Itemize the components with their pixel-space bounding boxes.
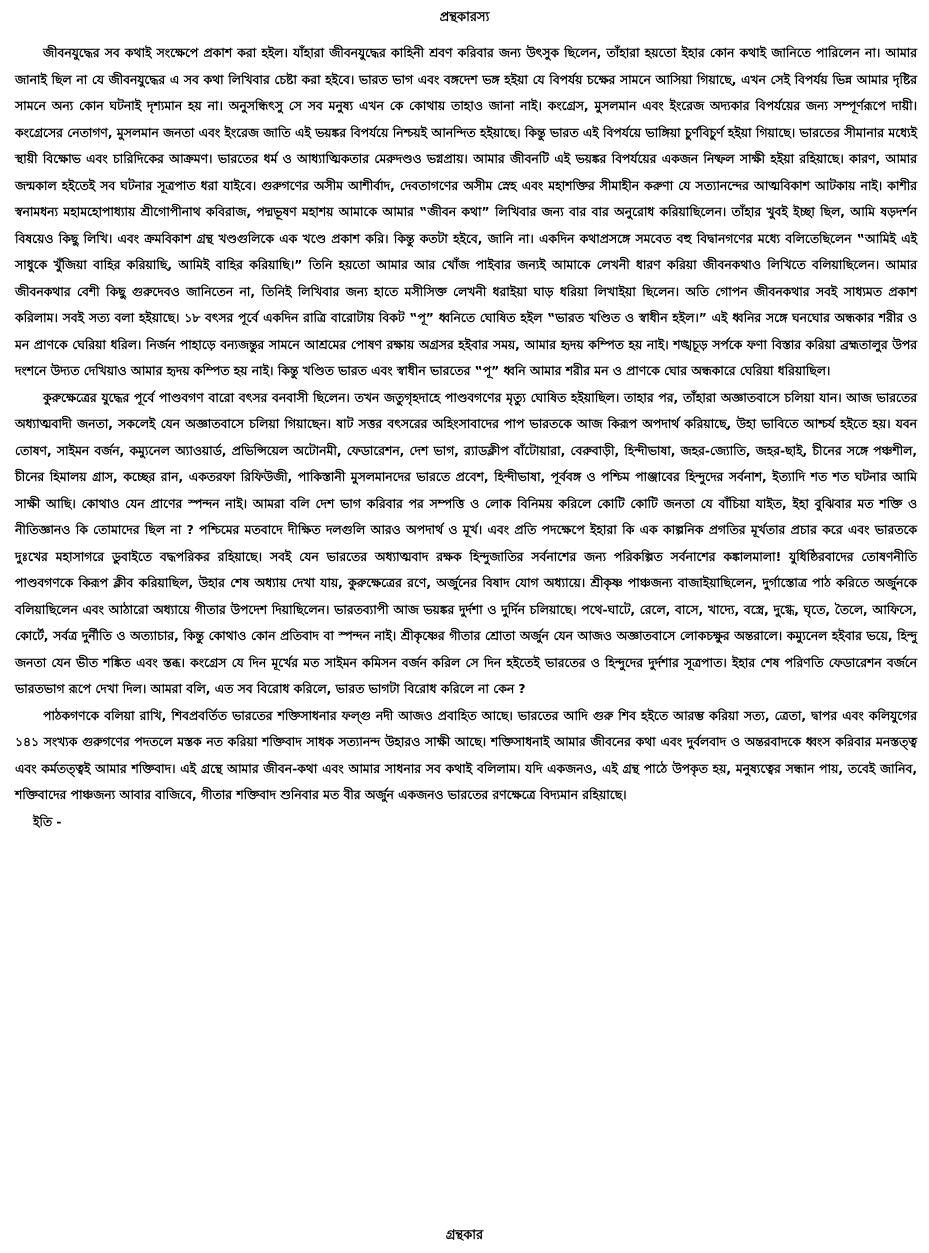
paragraph-2: কুরুক্ষেত্রের যুদ্ধের পূর্বে পাণ্ডবগণ বারো বৎসর বনবাসী ছিলেন। তখন জতুগৃহদাহে পাণ্ডবগণের মৃত্যু ঘোষিত হইয়াছিল। তাহার পর, তাঁহারা অজ্ঞাতবাসে চলিয়া যান। আজ ভারতের অধ্যাত্মবাদী জনতা, সকলেই যেন অজ্ঞাতবাসে চলিয়া গিয়াছেন। ষাট সত্তর বৎসরের অহিংসাবাদের পাপ ভারতকে আজ কিরূপ অপদার্থ করিয়াছে, উহা ভাবিতে আশ্চর্য হইতে হয়। যবন তোষণ, সাইমন বর্জন, কম্যুনেল অ্যাওয়ার্ড, প্রভিন্সিয়েল অটোনমী, ফেডারেশন, দেশ ভাগ, র‍্যাডক্লীপ বাঁটোয়ারা, বেরুবাড়ী, হিন্দীভাষা, জহর-জ্যোতি, জহর-ছাই, চীনের সঙ্গে পঞ্চশীল, চীনের হিমালয় গ্রাস, কচ্ছের রান, একতরফা রিফিউজী, পাকিস্তানী মুসলমানদের ভারতে প্রবেশ, হিন্দীভাষা, পূর্ববঙ্গ ও পশ্চিম পাঞ্জাবের হিন্দুদের সর্বনাশ, ইত্যাদি শত শত ঘটনার আমি সাক্ষী আছি। কোথাও যেন প্রাণের স্পন্দন নাই। আমরা বলি দেশ ভাগ করিবার পর সম্পত্তি ও লোক বিনিময় করিলে কোটি কোটি জনতা যে বাঁচিয়া যাইত, ইহা বুঝিবার মত শক্তি ও নীতিজ্ঞানও কি তোমাদের ছিল না ? পশ্চিমের মতবাদে দীক্ষিত দলগুলি আরও অপদার্থ ও মূর্খ। এবং প্রতি পদক্ষেপে ইহারা কি এক কাল্পনিক প্রগতির মূর্খতার প্রচার করে এবং ভারতকে দুঃখের মহাসাগরে ডুবাইতে বদ্ধপরিকর রহিয়াছে। সবই যেন ভারতের অধ্যাত্মবাদ রক্ষক হিন্দুজাতির সর্বনাশের জন্য পরিকল্পিত সর্বনাশের কঙ্কালমালা! যুধিষ্ঠিরবাদের তোষণনীতি পাণ্ডবগণকে কিরূপ ক্লীব করিয়াছিল, উহার শেষ অধ্যায় দেখা যায়, কুরুক্ষেত্রের রণে, অর্জুনের বিষাদ যোগ অধ্যায়ে। শ্রীকৃষ্ণ পাঞ্চজন্য বাজাইয়াছিলেন, দুর্গাস্তোত্র পাঠ করিতে অর্জুনকে বলিয়াছিলেন এবং আঠারো অধ্যায়ে গীতার উপদেশ দিয়াছিলেন। ভারতব্যাপী আজ ভয়ঙ্কর দুর্দশা ও দুর্দিন চলিয়াছে। পথে-ঘাটে, রেলে, বাসে, খাদ্যে, বস্ত্রে, দুগ্ধে, ঘৃতে, তৈলে, আফিসে, কোর্টে, সর্বত্র দুর্নীতি ও অত্যাচার, কিন্তু কোথাও কোন প্রতিবাদ বা স্পন্দন নাই। শ্রীকৃষ্ণের গীতার শ্রোতা অর্জুন যেন আজও অজ্ঞাতবাসে লোকচক্ষুর অন্তরালে। কম্যুনেল হইবার ভয়ে, হিন্দু জনতা যেন ভীত শঙ্কিত এবং স্তব্ধ। কংগ্রেস যে দিন মূর্খের মত সাইমন কমিসন বর্জন করিল সে দিন হইতেই ভারতের ও হিন্দুদের দুর্দশার সূত্রপাত। ইহার শেষ পরিণতি ফেডারেশন বর্জনে ভারতভাগ রূপে দেখা দিল। আমরা বলি, এত সব বিরোধ করিলে, ভারত ভাগটা বিরোধ করিলে না কেন ? <box>15 390 917 696</box>
page-heading: প্রন্থকারস্য <box>439 10 490 25</box>
paragraph-3: পাঠকগণকে বলিয়া রাখি, শিবপ্রবর্তিত ভারতের শক্তিসাধনার ফল্গু নদী আজও প্রবাহিত আছে। ভারতের আদি গুরু শিব হইতে আরম্ভ করিয়া সত্য, ত্রেতা, দ্বাপর এবং কলিযুগের ১৪১ সংখ্যক গুরুগণের পদতলে মস্তক নত করিয়া শক্তিবাদ সাধক সত্যানন্দ উহারও সাক্ষী আছে। শক্তিসাধনাই আমার জীবনের কথা এবং দুর্বলবাদ ও অন্তরবাদকে ধ্বংস করিবার মনস্তত্ত্ব এবং কর্মতত্ত্বই আমার শক্তিবাদ। এই গ্রন্থে আমার জীবন-কথা এবং আমার সাধনার সব কথাই বলিলাম। যদি একজনও, এই গ্রন্থ পাঠে উপকৃত হয়, মনুষ্যত্বের সন্ধান পায়, তবেই জানিব, শক্তিবাদের পাঞ্চজন্য আবার বাজিবে, গীতার শক্তিবাদ শুনিবার মত বীর অর্জুন একজনও ভারতের রণক্ষেত্রে বিদ্যমান রহিয়াছে। <box>15 708 917 802</box>
document-body <box>15 40 917 835</box>
closing-text: ইতি - <box>33 814 62 829</box>
author-signature: গ্রন্থকার <box>445 1228 484 1243</box>
paragraph-1: জীবনযুদ্ধের সব কথাই সংক্ষেপে প্রকাশ করা হইল। যাঁহারা জীবনযুদ্ধের কাহিনী শ্রবণ করিবার জন্য উৎসুক ছিলেন, তাঁহারা হয়তো ইহার কোন কথাই জানিতে পারিলেন না। আমার জানাই ছিল না যে জীবনযুদ্ধের এ সব কথা লিখিবার চেষ্টা করা হইবে। ভারত ভাগ এবং বঙ্গদেশ ভঙ্গ হইয়া যে বিপর্যয় চক্ষের সামনে আসিয়া গিয়াছে, এখন সেই বিপর্যয় ভিন্ন আমার দৃষ্টির সামনে অন্য কোন ঘটনাই দৃশ্যমান হয় না। অনুসন্ধিৎসু সে সব মনুষ্য এখন কে কোথায় তাহাও জানা নাই। কংগ্রেস, মুসলমান এবং ইংরেজ অদ্যকার বিপর্যয়ের জন্য সম্পূর্ণরূপে দায়ী। কংগ্রেসের নেতাগণ, মুসলমান জনতা এবং ইংরেজ জাতি এই ভয়ঙ্কর বিপর্যয়ে নিশ্চয়ই আনন্দিত হইয়াছে। কিন্তু ভারত এই বিপর্যয়ে ভাঙ্গিয়া চুর্ণবিচুর্ণ হইয়া গিয়াছে। ভারতের সীমানার মধ্যেই স্থায়ী বিক্ষোভ এবং চারিদিকের আক্রমণ। ভারতের ধর্ম ও আধ্যাত্মিকতার মেরুদণ্ডও ভগ্নপ্রায়। আমার জীবনটি এই ভয়ঙ্কর বিপর্যয়ের একজন নিষ্ফল সাক্ষী হইয়া রহিয়াছে। কারণ, আমার জন্মকাল হইতেই সব ঘটনার সূত্রপাত ধরা যাইবে। গুরুগণের অসীম আশীর্বাদ, দেবতাগণের অসীম স্নেহ এবং মহাশক্তির সীমাহীন করুণা যে সত্যানন্দের আত্মবিকাশ আটকায় নাই। কাশীর স্বনামধন্য মহামহোপাধ্যায় শ্রীগোপীনাথ কবিরাজ, পদ্মভূষণ মহাশয় আমাকে আমার ‟জীবন কথা” লিখিবার জন্য বার বার অনুরোধ করিয়াছিলেন। তাঁহার খুবই ইচ্ছা ছিল, আমি ষড়দর্শন বিষয়েও কিছু লিখি। এবং ক্রমবিকাশ গ্রন্থ খণ্ডগুলিকে এক খণ্ডে প্রকাশ করি। কিন্তু কতটা হইবে, জানি না। একদিন কথাপ্রসঙ্গে সমবেত বহু বিদ্বানগণের মধ্যে বলিতেছিলেন ‟আমিই এই সাধুকে খুঁজিয়া বাহির করিয়াছি, আমিই বাহির করিয়াছি।” তিনি হয়তো আমার আর খোঁজ পাইবার জন্যই আমাকে লেখনী ধারণ করিয়া জীবনকথাও লিখিতে বলিয়াছিলেন। আমার জীবনকথার বেশী কিছু গুরুদেবও জানিতেন না, তিনিই লিখিবার জন্য হাতে মসীসিক্ত লেখনী ধরাইয়া ঘাড় ধরিয়া লিখাইয়া ছিলেন। অতি গোপন জীবনকথার সবই সাধ্যমত প্রকাশ করিলাম। সবই সত্য বলা হইয়াছে। ১৮ বৎসর পূর্বে একদিন রাত্রি বারোটায় বিকট ‟পূ” ধ্বনিতে ঘোষিত হইল ‟ভারত খণ্ডিত ও স্বাধীন হইল।” এই ধ্বনির সঙ্গে ঘনঘোর অন্ধকার শরীর ও মন প্রাণকে ঘেরিয়া ধরিল। নির্জন পাহাড়ে বন্যজন্তুর সামনে আশ্রমের পোষণ রক্ষায় অগ্রসর হইবার সময়, আমার হৃদয় কম্পিত হয় নাই। শঙ্খচূড় সর্পকে ফণা বিস্তার করিয়া ব্রহ্মতালুর উপর দংশনে উদ্যত দেখিয়াও আমার হৃদয় কম্পিত হয় নাই। কিন্তু খণ্ডিত ভারত এবং স্বাধীন ভারতের ‟পূ” ধ্বনি আমার শরীর মন ও প্রাণকে ঘোর অন্ধকারে ঘেরিয়া ধরিয়াছিল। <box>15 46 917 378</box>
